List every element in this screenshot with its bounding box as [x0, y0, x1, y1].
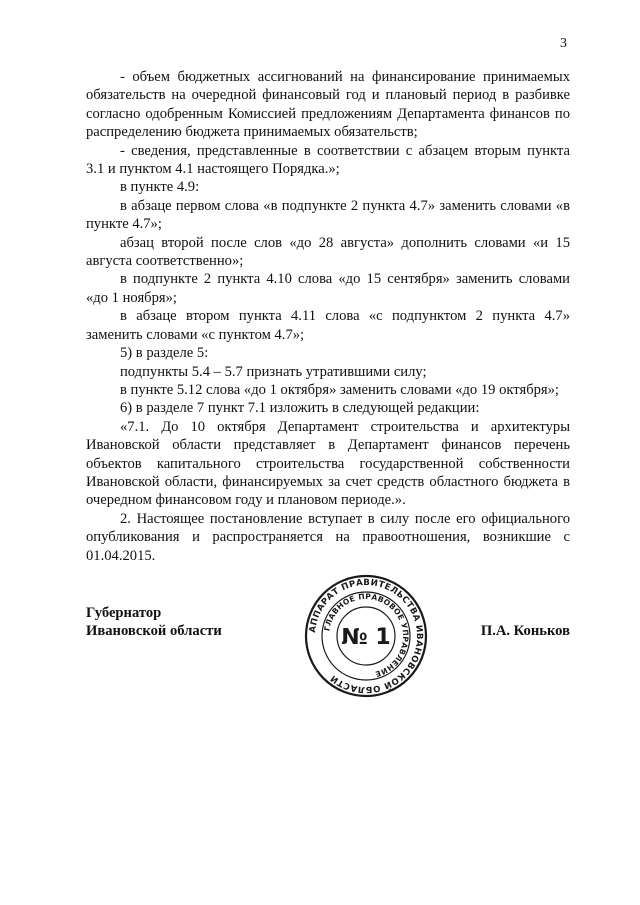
signatory-title-line2: Ивановской области — [86, 623, 222, 640]
paragraph-budget-volume: - объем бюджетных ассигнований на финансирование принимаемых обязательств на очередной финансовый год и плановый период в разбивке согласно одобренным Комиссией предложениям Департамента финансов по распределению бюджета принимаемых обязательств; — [86, 69, 570, 141]
paragraph-information: - сведения, представленные в соответствии с абзацем вторым пункта 3.1 и пунктом 4.1 настоящего Порядка.»; — [86, 142, 570, 178]
paragraph-4-9-second: абзац второй после слов «до 28 августа» дополнить словами «и 15 августа соответственно»; — [86, 234, 570, 270]
seal-outer-text: АППАРАТ ПРАВИТЕЛЬСТВА ИВАНОВСКОЙ ОБЛАСТИ — [308, 577, 425, 695]
paragraph-7-1: «7.1. До 10 октября Департамент строительства и архитектуры Ивановской области представляет в Департамент финансов перечень объектов капитального строительства государственной собственности Ивановской области, финансируемых за счет средств областного бюджета в очередном финансовом году и плановом периоде.». — [86, 418, 570, 509]
paragraph-entry-into-force: 2. Настоящее постановление вступает в силу после его официального опубликования и распространяется на правоотношения, возникшие с 01.04.2015. — [86, 510, 570, 564]
page-number: 3 — [560, 36, 567, 51]
seal-number: № 1 — [341, 625, 391, 650]
signatory-title — [86, 604, 222, 641]
signatory-title-line1: Губернатор — [86, 605, 162, 621]
official-seal-icon — [304, 574, 428, 698]
signature-block — [86, 577, 570, 695]
paragraph-4-10: в подпункте 2 пункта 4.10 слова «до 15 сентября» заменить словами «до 1 ноября»; — [86, 271, 570, 306]
paragraph-4-9-first: в абзаце первом слова «в подпункте 2 пункта 4.7» заменить словами «в пункте 4.7»; — [86, 197, 570, 233]
paragraph-section-7: 6) в разделе 7 пункт 7.1 изложить в следующей редакции: — [120, 400, 480, 417]
document-body — [86, 68, 570, 565]
signatory-name: П.А. Коньков — [480, 623, 570, 640]
paragraph-section-5: 5) в разделе 5: — [120, 345, 209, 362]
paragraph-5-12: в пункте 5.12 слова «до 1 октября» заменить словами «до 19 октября»; — [120, 381, 559, 398]
paragraph-point-4-9: в пункте 4.9: — [120, 179, 200, 196]
paragraph-5-4-5-7: подпункты 5.4 – 5.7 признать утратившими силу; — [120, 363, 427, 380]
paragraph-4-11: в абзаце втором пункта 4.11 слова «с подпунктом 2 пункта 4.7» заменить словами «с пунктом 4.7»; — [86, 308, 570, 343]
seal-inner-text: ГЛАВНОЕ ПРАВОВОЕ УПРАВЛЕНИЕ — [322, 591, 411, 679]
